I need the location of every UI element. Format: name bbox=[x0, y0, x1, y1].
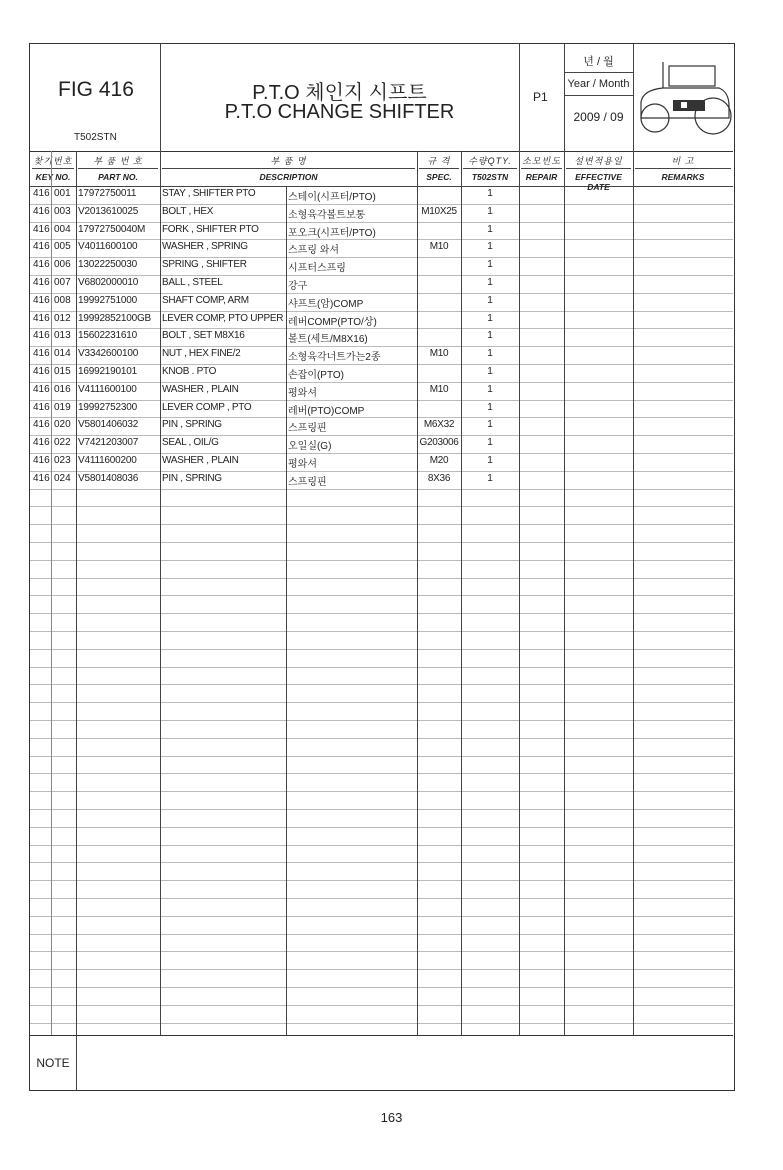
key-group: 416 bbox=[33, 383, 50, 395]
key-group: 416 bbox=[33, 455, 50, 466]
table-row bbox=[30, 346, 733, 365]
page-code: P1 bbox=[533, 90, 548, 104]
description-english: NUT , HEX FINE/2 bbox=[162, 348, 241, 360]
parts-table-body bbox=[30, 186, 733, 1034]
key-group: 416 bbox=[33, 312, 50, 324]
description-korean: 평와셔 bbox=[288, 387, 317, 399]
description-korean: 스프링 와셔 bbox=[288, 245, 340, 257]
page-box bbox=[519, 44, 565, 151]
quantity: 1 bbox=[487, 437, 493, 449]
spec: M10X25 bbox=[421, 205, 457, 217]
description-english: SHAFT COMP, ARM bbox=[162, 294, 249, 306]
note-label: NOTE bbox=[30, 1036, 77, 1090]
empty-row bbox=[30, 667, 733, 686]
key-number: 003 bbox=[54, 205, 71, 217]
empty-row bbox=[30, 809, 733, 828]
description-english: SPRING , SHIFTER bbox=[162, 259, 247, 271]
description-korean: 볼트(세트/M8X16) bbox=[288, 334, 368, 346]
empty-row bbox=[30, 845, 733, 864]
empty-row bbox=[30, 880, 733, 899]
key-group: 416 bbox=[33, 241, 50, 253]
empty-row bbox=[30, 702, 733, 721]
empty-row bbox=[30, 489, 733, 508]
empty-row bbox=[30, 560, 733, 579]
description-korean: 소형육각볼트보통 bbox=[288, 209, 366, 221]
key-group: 416 bbox=[33, 472, 50, 484]
year-month-box bbox=[564, 44, 634, 151]
spec: M6X32 bbox=[423, 419, 455, 431]
description-korean: 포오크(시프터/PTO) bbox=[288, 227, 376, 239]
empty-row bbox=[30, 649, 733, 668]
col-repair: 소모빈도 REPAIR bbox=[522, 156, 561, 182]
table-row bbox=[30, 293, 733, 312]
quantity: 1 bbox=[487, 366, 493, 377]
key-group: 416 bbox=[33, 294, 50, 306]
parts-sheet bbox=[29, 43, 735, 1091]
model-code: T502STN bbox=[74, 132, 117, 143]
part-number: 16992190101 bbox=[78, 366, 137, 377]
description-english: FORK , SHIFTER PTO bbox=[162, 223, 259, 235]
quantity: 1 bbox=[487, 330, 493, 342]
table-row bbox=[30, 453, 733, 472]
quantity: 1 bbox=[487, 383, 493, 395]
part-number: V4111600100 bbox=[78, 383, 137, 395]
empty-row bbox=[30, 969, 733, 988]
key-number: 014 bbox=[54, 348, 71, 360]
empty-row bbox=[30, 720, 733, 739]
key-group: 416 bbox=[33, 419, 50, 431]
part-number: V5801408036 bbox=[78, 472, 139, 484]
description-english: WASHER , PLAIN bbox=[162, 455, 239, 466]
part-number: V6802000010 bbox=[78, 277, 139, 288]
table-row bbox=[30, 328, 733, 347]
key-number: 008 bbox=[54, 294, 71, 306]
empty-row bbox=[30, 916, 733, 935]
empty-row bbox=[30, 987, 733, 1006]
key-number: 023 bbox=[54, 455, 71, 466]
key-group: 416 bbox=[33, 437, 50, 449]
empty-row bbox=[30, 934, 733, 953]
table-row bbox=[30, 382, 733, 401]
description-korean: 강구 bbox=[288, 281, 308, 292]
description-korean: 레버COMP(PTO/상) bbox=[288, 316, 377, 328]
col-effective-date: 설변적용일 EFFECTIVE DATE bbox=[564, 151, 633, 186]
key-number: 024 bbox=[54, 472, 71, 484]
part-number: V2013610025 bbox=[78, 205, 139, 217]
description-korean: 평와셔 bbox=[288, 459, 317, 470]
key-number: 013 bbox=[54, 330, 71, 342]
table-row bbox=[30, 275, 733, 294]
description-korean: 시프터스프링 bbox=[288, 263, 346, 275]
quantity: 1 bbox=[487, 205, 493, 217]
part-number: 13022250030 bbox=[78, 259, 137, 271]
empty-row bbox=[30, 951, 733, 970]
key-number: 004 bbox=[54, 223, 71, 235]
empty-row bbox=[30, 542, 733, 561]
table-row bbox=[30, 257, 733, 276]
description-english: LEVER COMP, PTO UPPER bbox=[162, 312, 284, 324]
empty-row bbox=[30, 738, 733, 757]
spec: 8X36 bbox=[427, 472, 451, 484]
quantity: 1 bbox=[487, 455, 493, 466]
description-english: BALL , STEEL bbox=[162, 277, 223, 288]
title-english: P.T.O CHANGE SHIFTER bbox=[224, 101, 455, 123]
spec: M10 bbox=[429, 241, 449, 253]
table-row bbox=[30, 364, 733, 383]
empty-row bbox=[30, 631, 733, 650]
key-group: 416 bbox=[33, 259, 50, 271]
quantity: 1 bbox=[487, 259, 493, 271]
empty-row bbox=[30, 595, 733, 614]
description-korean: 스프링핀 bbox=[288, 423, 327, 435]
col-key: 찾기번호 KEY NO. bbox=[33, 156, 73, 182]
description-korean: 스프링핀 bbox=[288, 476, 327, 488]
title-box bbox=[160, 44, 520, 151]
description-korean: 레버(PTO)COMP bbox=[288, 405, 365, 417]
key-number: 005 bbox=[54, 241, 71, 253]
part-number: 15602231610 bbox=[78, 330, 137, 342]
year-month-korean: 년 / 월 bbox=[564, 52, 633, 73]
quantity: 1 bbox=[487, 277, 493, 288]
table-row bbox=[30, 239, 733, 258]
description-english: WASHER , PLAIN bbox=[162, 383, 239, 395]
key-number: 001 bbox=[54, 188, 71, 199]
empty-row bbox=[30, 578, 733, 597]
quantity: 1 bbox=[487, 223, 493, 235]
issue-date: 2009 / 09 bbox=[573, 110, 624, 124]
key-group: 416 bbox=[33, 330, 50, 342]
description-english: STAY , SHIFTER PTO bbox=[162, 188, 256, 199]
part-number: 19992852100GB bbox=[78, 312, 152, 324]
empty-row bbox=[30, 1005, 733, 1024]
note-section bbox=[30, 1035, 733, 1090]
description-english: LEVER COMP , PTO bbox=[162, 401, 252, 413]
part-number: 19992752300 bbox=[78, 401, 137, 413]
page-number: 163 bbox=[380, 1110, 403, 1125]
empty-row bbox=[30, 684, 733, 703]
sheet-header bbox=[30, 44, 733, 152]
table-row bbox=[30, 186, 733, 205]
key-group: 416 bbox=[33, 348, 50, 360]
description-korean: 손잡이(PTO) bbox=[288, 370, 345, 381]
empty-row bbox=[30, 827, 733, 846]
col-qty: 수량QTY. T502STN bbox=[461, 151, 519, 186]
key-number: 022 bbox=[54, 437, 71, 449]
key-number: 019 bbox=[54, 401, 71, 413]
key-group: 416 bbox=[33, 223, 50, 235]
empty-row bbox=[30, 506, 733, 525]
spec: M10 bbox=[429, 348, 449, 360]
key-group: 416 bbox=[33, 401, 50, 413]
description-english: SEAL , OIL/G bbox=[162, 437, 219, 449]
part-number: V4011600100 bbox=[78, 241, 138, 253]
description-english: WASHER , SPRING bbox=[162, 241, 248, 253]
description-korean: 샤프트(암)COMP bbox=[288, 298, 364, 310]
quantity: 1 bbox=[487, 241, 493, 253]
key-number: 020 bbox=[54, 419, 71, 431]
description-english: BOLT , SET M8X16 bbox=[162, 330, 245, 342]
title-korean: P.T.O 체인지 시프트 bbox=[252, 82, 427, 104]
empty-row bbox=[30, 898, 733, 917]
description-english: PIN , SPRING bbox=[162, 419, 222, 431]
table-row bbox=[30, 222, 733, 241]
col-spec: 규 격 SPEC. bbox=[417, 151, 461, 186]
spec: G203006 bbox=[419, 437, 459, 449]
empty-row bbox=[30, 756, 733, 775]
figure-box bbox=[30, 44, 161, 151]
part-number: 17972750011 bbox=[78, 188, 137, 199]
quantity: 1 bbox=[487, 348, 493, 360]
key-number: 006 bbox=[54, 259, 71, 271]
part-number: V5801406032 bbox=[78, 419, 139, 431]
year-month-label: Year / Month bbox=[564, 73, 633, 96]
quantity: 1 bbox=[487, 419, 493, 431]
key-number: 015 bbox=[54, 366, 71, 377]
empty-row bbox=[30, 613, 733, 632]
table-row bbox=[30, 311, 733, 330]
empty-row bbox=[30, 862, 733, 881]
key-group: 416 bbox=[33, 205, 50, 217]
col-description: 부 품 명 DESCRIPTION bbox=[160, 151, 417, 186]
tractor-icon bbox=[633, 44, 733, 151]
quantity: 1 bbox=[487, 312, 493, 324]
col-part: 부 품 번 호 PART NO. bbox=[76, 151, 160, 186]
description-english: KNOB . PTO bbox=[162, 366, 217, 377]
empty-row bbox=[30, 524, 733, 543]
part-number: 17972750040M bbox=[78, 223, 146, 235]
table-row bbox=[30, 400, 733, 419]
col-remarks: 비 고 REMARKS bbox=[633, 151, 733, 186]
part-number: V4111600200 bbox=[78, 455, 137, 466]
description-english: PIN , SPRING bbox=[162, 472, 222, 484]
table-row bbox=[30, 204, 733, 223]
part-number: V3342600100 bbox=[78, 348, 139, 360]
quantity: 1 bbox=[487, 472, 493, 484]
spec: M20 bbox=[429, 455, 449, 466]
quantity: 1 bbox=[487, 188, 493, 199]
description-english: BOLT , HEX bbox=[162, 205, 214, 217]
description-korean: 오일실(G) bbox=[288, 441, 332, 453]
table-row bbox=[30, 471, 733, 490]
description-korean: 소형육각너트가는2종 bbox=[288, 352, 381, 364]
table-row bbox=[30, 417, 733, 436]
key-group: 416 bbox=[33, 366, 50, 377]
spec: M10 bbox=[429, 383, 449, 395]
empty-row bbox=[30, 773, 733, 792]
figure-number: FIG 416 bbox=[58, 78, 134, 101]
part-number: 19992751000 bbox=[78, 294, 137, 306]
key-number: 016 bbox=[54, 383, 71, 395]
quantity: 1 bbox=[487, 401, 493, 413]
key-group: 416 bbox=[33, 277, 50, 288]
empty-row bbox=[30, 791, 733, 810]
column-header bbox=[30, 151, 733, 192]
key-number: 007 bbox=[54, 277, 71, 288]
quantity: 1 bbox=[487, 294, 493, 306]
key-group: 416 bbox=[33, 188, 50, 199]
description-korean: 스테이(시프터/PTO) bbox=[288, 192, 376, 203]
key-number: 012 bbox=[54, 312, 71, 324]
part-number: V7421203007 bbox=[78, 437, 139, 449]
table-row bbox=[30, 435, 733, 454]
